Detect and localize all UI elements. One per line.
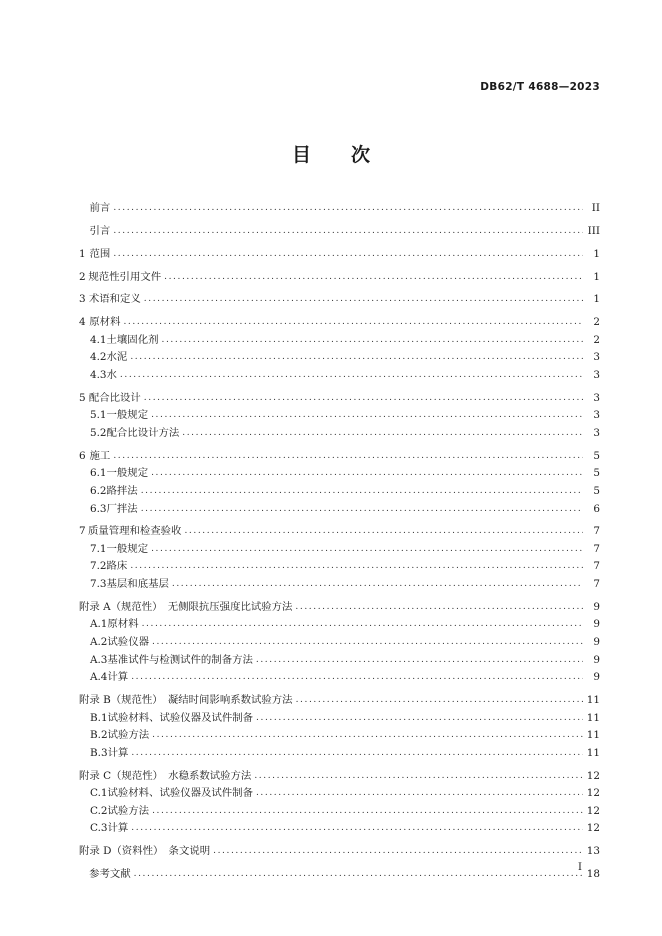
toc-dot-leader	[113, 450, 583, 463]
toc-dot-leader	[131, 822, 583, 835]
toc-entry[interactable]	[79, 332, 600, 350]
toc-entry[interactable]	[79, 692, 600, 710]
toc-entry-page: 9	[593, 600, 600, 613]
toc-entry-label: 厂拌法	[106, 502, 138, 515]
toc-entry-page: 11	[586, 729, 600, 742]
toc-entry-page: 3	[593, 368, 600, 381]
toc-dot-leader	[151, 467, 583, 480]
toc-dot-leader	[184, 525, 583, 538]
toc-dot-leader	[256, 654, 583, 667]
toc-entry-label: 原材料	[107, 618, 139, 631]
toc-entry-number: 5.1	[90, 409, 107, 422]
toc-dot-leader	[142, 618, 583, 631]
toc-entry-label: 计算	[107, 822, 129, 835]
toc-entry[interactable]	[79, 651, 600, 669]
toc-entry[interactable]	[79, 407, 600, 425]
toc-entry[interactable]	[79, 314, 600, 332]
toc-entry[interactable]	[79, 785, 600, 803]
toc-entry-label: 一般规定	[106, 409, 149, 422]
toc-entry[interactable]	[79, 367, 600, 385]
toc-entry-label: 试验仪器	[107, 636, 149, 649]
toc-entry-number: B.3	[90, 746, 108, 759]
toc-entry-label: 水泥	[106, 351, 128, 364]
toc-entry-page: 7	[593, 542, 600, 555]
toc-dot-leader	[152, 636, 583, 649]
toc-dot-leader	[144, 293, 583, 306]
table-of-contents	[79, 200, 600, 883]
toc-dot-leader	[172, 578, 583, 591]
toc-dot-leader	[141, 485, 583, 498]
toc-entry-label: 试验方法	[107, 729, 150, 742]
toc-entry[interactable]	[79, 389, 600, 407]
toc-dot-leader	[131, 747, 583, 760]
toc-entry-page: 7	[593, 560, 600, 573]
toc-entry-label: 试验材料、试验仪器及试件制备	[107, 711, 254, 724]
toc-entry-label: 土壤固化剂	[106, 333, 159, 346]
toc-entry-page: 9	[593, 653, 600, 666]
toc-entry-label: 原材料	[89, 316, 121, 329]
toc-entry-page: 12	[586, 787, 600, 800]
toc-entry-page: 9	[593, 636, 600, 649]
toc-entry-label: 基层和底基层	[106, 578, 169, 591]
toc-entry-label: 参考文献	[89, 867, 131, 880]
toc-entry-number: C.1	[90, 787, 108, 800]
toc-entry-label: 前言	[89, 202, 111, 215]
page-title	[0, 140, 662, 167]
toc-entry-page: 3	[593, 426, 600, 439]
toc-entry-label: 配合比设计方法	[106, 426, 180, 439]
toc-dot-leader	[141, 503, 583, 516]
toc-entry-page: 12	[586, 822, 600, 835]
toc-entry-number: 4.1	[90, 333, 107, 346]
toc-entry-page: III	[587, 225, 600, 238]
toc-dot-leader	[151, 543, 583, 556]
toc-entry-page: 7	[593, 578, 600, 591]
toc-entry-number: 5.2	[90, 426, 107, 439]
toc-dot-leader	[256, 712, 583, 725]
toc-entry-label: 附录 B（规范性） 凝结时间影响系数试验方法	[79, 694, 293, 707]
doc-code: DB62/T 4688—2023	[480, 81, 600, 93]
toc-entry[interactable]	[79, 291, 600, 309]
toc-entry-page: 7	[593, 525, 600, 538]
toc-entry-label: 试验材料、试验仪器及试件制备	[107, 787, 253, 800]
toc-dot-leader	[130, 560, 583, 573]
toc-entry-page: 18	[586, 867, 600, 880]
toc-entry-number: A.2	[90, 636, 108, 649]
toc-entry-page: 9	[593, 618, 600, 631]
toc-entry-page: 2	[593, 316, 600, 329]
toc-entry-label: 施工	[89, 449, 111, 462]
toc-entry[interactable]	[79, 541, 600, 559]
title-char: 次	[351, 144, 371, 166]
toc-entry-page: 3	[593, 391, 600, 404]
toc-entry-label: 引言	[89, 225, 111, 238]
toc-entry-page: 9	[593, 671, 600, 684]
toc-entry-page: 5	[593, 449, 600, 462]
toc-entry[interactable]	[79, 576, 600, 594]
toc-entry-page: 3	[593, 409, 600, 422]
toc-entry[interactable]	[79, 634, 600, 652]
toc-entry-label: 附录 C（规范性） 水稳系数试验方法	[79, 769, 252, 782]
toc-entry[interactable]	[79, 483, 600, 501]
toc-entry-number: B.2	[90, 729, 108, 742]
toc-entry-label: 基准试件与检测试件的制备方法	[107, 653, 253, 666]
toc-entry-number: 3	[79, 293, 86, 306]
toc-entry-number: 6	[79, 449, 86, 462]
toc-entry[interactable]	[79, 599, 600, 617]
toc-entry[interactable]	[79, 802, 600, 820]
toc-entry-number: 7.2	[90, 560, 107, 573]
toc-entry[interactable]	[79, 500, 600, 518]
toc-entry[interactable]	[79, 425, 600, 443]
toc-entry-page: II	[591, 202, 600, 215]
toc-dot-leader	[296, 694, 583, 707]
toc-entry-number: A.3	[90, 653, 108, 666]
toc-dot-leader	[182, 427, 583, 440]
toc-entry-number: 4.2	[90, 351, 107, 364]
toc-entry-label: 规范性引用文件	[88, 270, 162, 283]
toc-dot-leader	[256, 787, 583, 800]
toc-entry-number: 1	[79, 247, 86, 260]
toc-dot-leader	[120, 369, 583, 382]
toc-entry[interactable]	[79, 866, 600, 884]
toc-entry-page: 1	[593, 293, 600, 306]
toc-entry[interactable]	[79, 268, 600, 286]
toc-dot-leader	[164, 271, 583, 284]
toc-entry-page: 6	[593, 502, 600, 515]
toc-entry-label: 附录 A（规范性） 无侧限抗压强度比试验方法	[79, 600, 293, 613]
toc-entry-label: 质量管理和检查验收	[87, 525, 182, 538]
toc-entry[interactable]	[79, 447, 600, 465]
toc-entry[interactable]	[79, 820, 600, 838]
toc-entry-page: 1	[593, 247, 600, 260]
toc-entry-number: 7.3	[90, 578, 107, 591]
toc-entry-label: 水	[106, 368, 117, 381]
toc-entry-page: 12	[586, 804, 600, 817]
toc-entry[interactable]	[79, 558, 600, 576]
toc-dot-leader	[152, 729, 583, 742]
toc-entry-label: 一般规定	[106, 542, 149, 555]
toc-entry-label: 术语和定义	[88, 293, 141, 306]
toc-dot-leader	[113, 248, 583, 261]
toc-entry-number: A.4	[90, 671, 108, 684]
toc-entry-label: 计算	[107, 671, 129, 684]
toc-entry[interactable]	[79, 669, 600, 687]
toc-entry-page: 5	[593, 484, 600, 497]
toc-entry-number: 6.1	[90, 467, 107, 480]
toc-dot-leader	[131, 671, 583, 684]
footer-page-number: I	[578, 862, 582, 873]
toc-entry[interactable]	[79, 465, 600, 483]
toc-entry[interactable]	[79, 709, 600, 727]
toc-dot-leader	[152, 805, 583, 818]
toc-entry[interactable]	[79, 616, 600, 634]
toc-entry-page: 5	[593, 467, 600, 480]
toc-entry-number: A.1	[90, 618, 108, 631]
toc-dot-leader	[151, 409, 583, 422]
toc-entry-number: 2	[79, 270, 86, 283]
toc-entry-page: 11	[586, 711, 600, 724]
toc-entry-number: B.1	[90, 711, 108, 724]
toc-entry-page: 11	[586, 694, 600, 707]
toc-entry[interactable]	[79, 767, 600, 785]
toc-entry-number: 6.2	[90, 484, 107, 497]
toc-entry-label: 配合比设计	[88, 391, 141, 404]
toc-dot-leader	[130, 351, 583, 364]
toc-entry[interactable]	[79, 727, 600, 745]
toc-entry-number: 7	[79, 525, 86, 538]
toc-entry-page: 1	[593, 270, 600, 283]
toc-entry-number: 5	[79, 391, 86, 404]
toc-dot-leader	[113, 225, 583, 238]
toc-entry[interactable]	[79, 523, 600, 541]
toc-entry-label: 路拌法	[106, 484, 138, 497]
toc-entry-label: 路床	[106, 560, 128, 573]
toc-dot-leader	[123, 316, 583, 329]
toc-dot-leader	[254, 770, 583, 783]
toc-entry[interactable]	[79, 246, 600, 264]
toc-dot-leader	[113, 202, 583, 215]
toc-entry-label: 试验方法	[107, 804, 150, 817]
toc-entry-number: C.2	[90, 804, 108, 817]
toc-dot-leader	[295, 601, 583, 614]
toc-entry-number: 4	[79, 316, 86, 329]
toc-entry-label: 范围	[89, 247, 111, 260]
toc-entry-page: 12	[586, 769, 600, 782]
toc-entry[interactable]	[79, 200, 600, 218]
toc-entry[interactable]	[79, 843, 600, 861]
toc-entry-page: 3	[593, 351, 600, 364]
toc-entry[interactable]	[79, 223, 600, 241]
toc-entry-number: 7.1	[90, 542, 107, 555]
toc-entry-number: 4.3	[90, 368, 107, 381]
toc-entry[interactable]	[79, 745, 600, 763]
toc-entry-page: 11	[586, 746, 600, 759]
toc-dot-leader	[213, 845, 583, 858]
toc-dot-leader	[144, 392, 583, 405]
title-char: 目	[291, 144, 311, 166]
toc-dot-leader	[161, 334, 583, 347]
toc-entry-label: 附录 D（资料性） 条文说明	[79, 845, 211, 858]
toc-entry-page: 2	[593, 333, 600, 346]
toc-entry[interactable]	[79, 349, 600, 367]
toc-entry-number: 6.3	[90, 502, 107, 515]
toc-entry-label: 计算	[107, 746, 129, 759]
toc-entry-page: 13	[586, 845, 600, 858]
toc-entry-number: C.3	[90, 822, 108, 835]
toc-entry-label: 一般规定	[106, 467, 149, 480]
toc-dot-leader	[134, 868, 583, 881]
